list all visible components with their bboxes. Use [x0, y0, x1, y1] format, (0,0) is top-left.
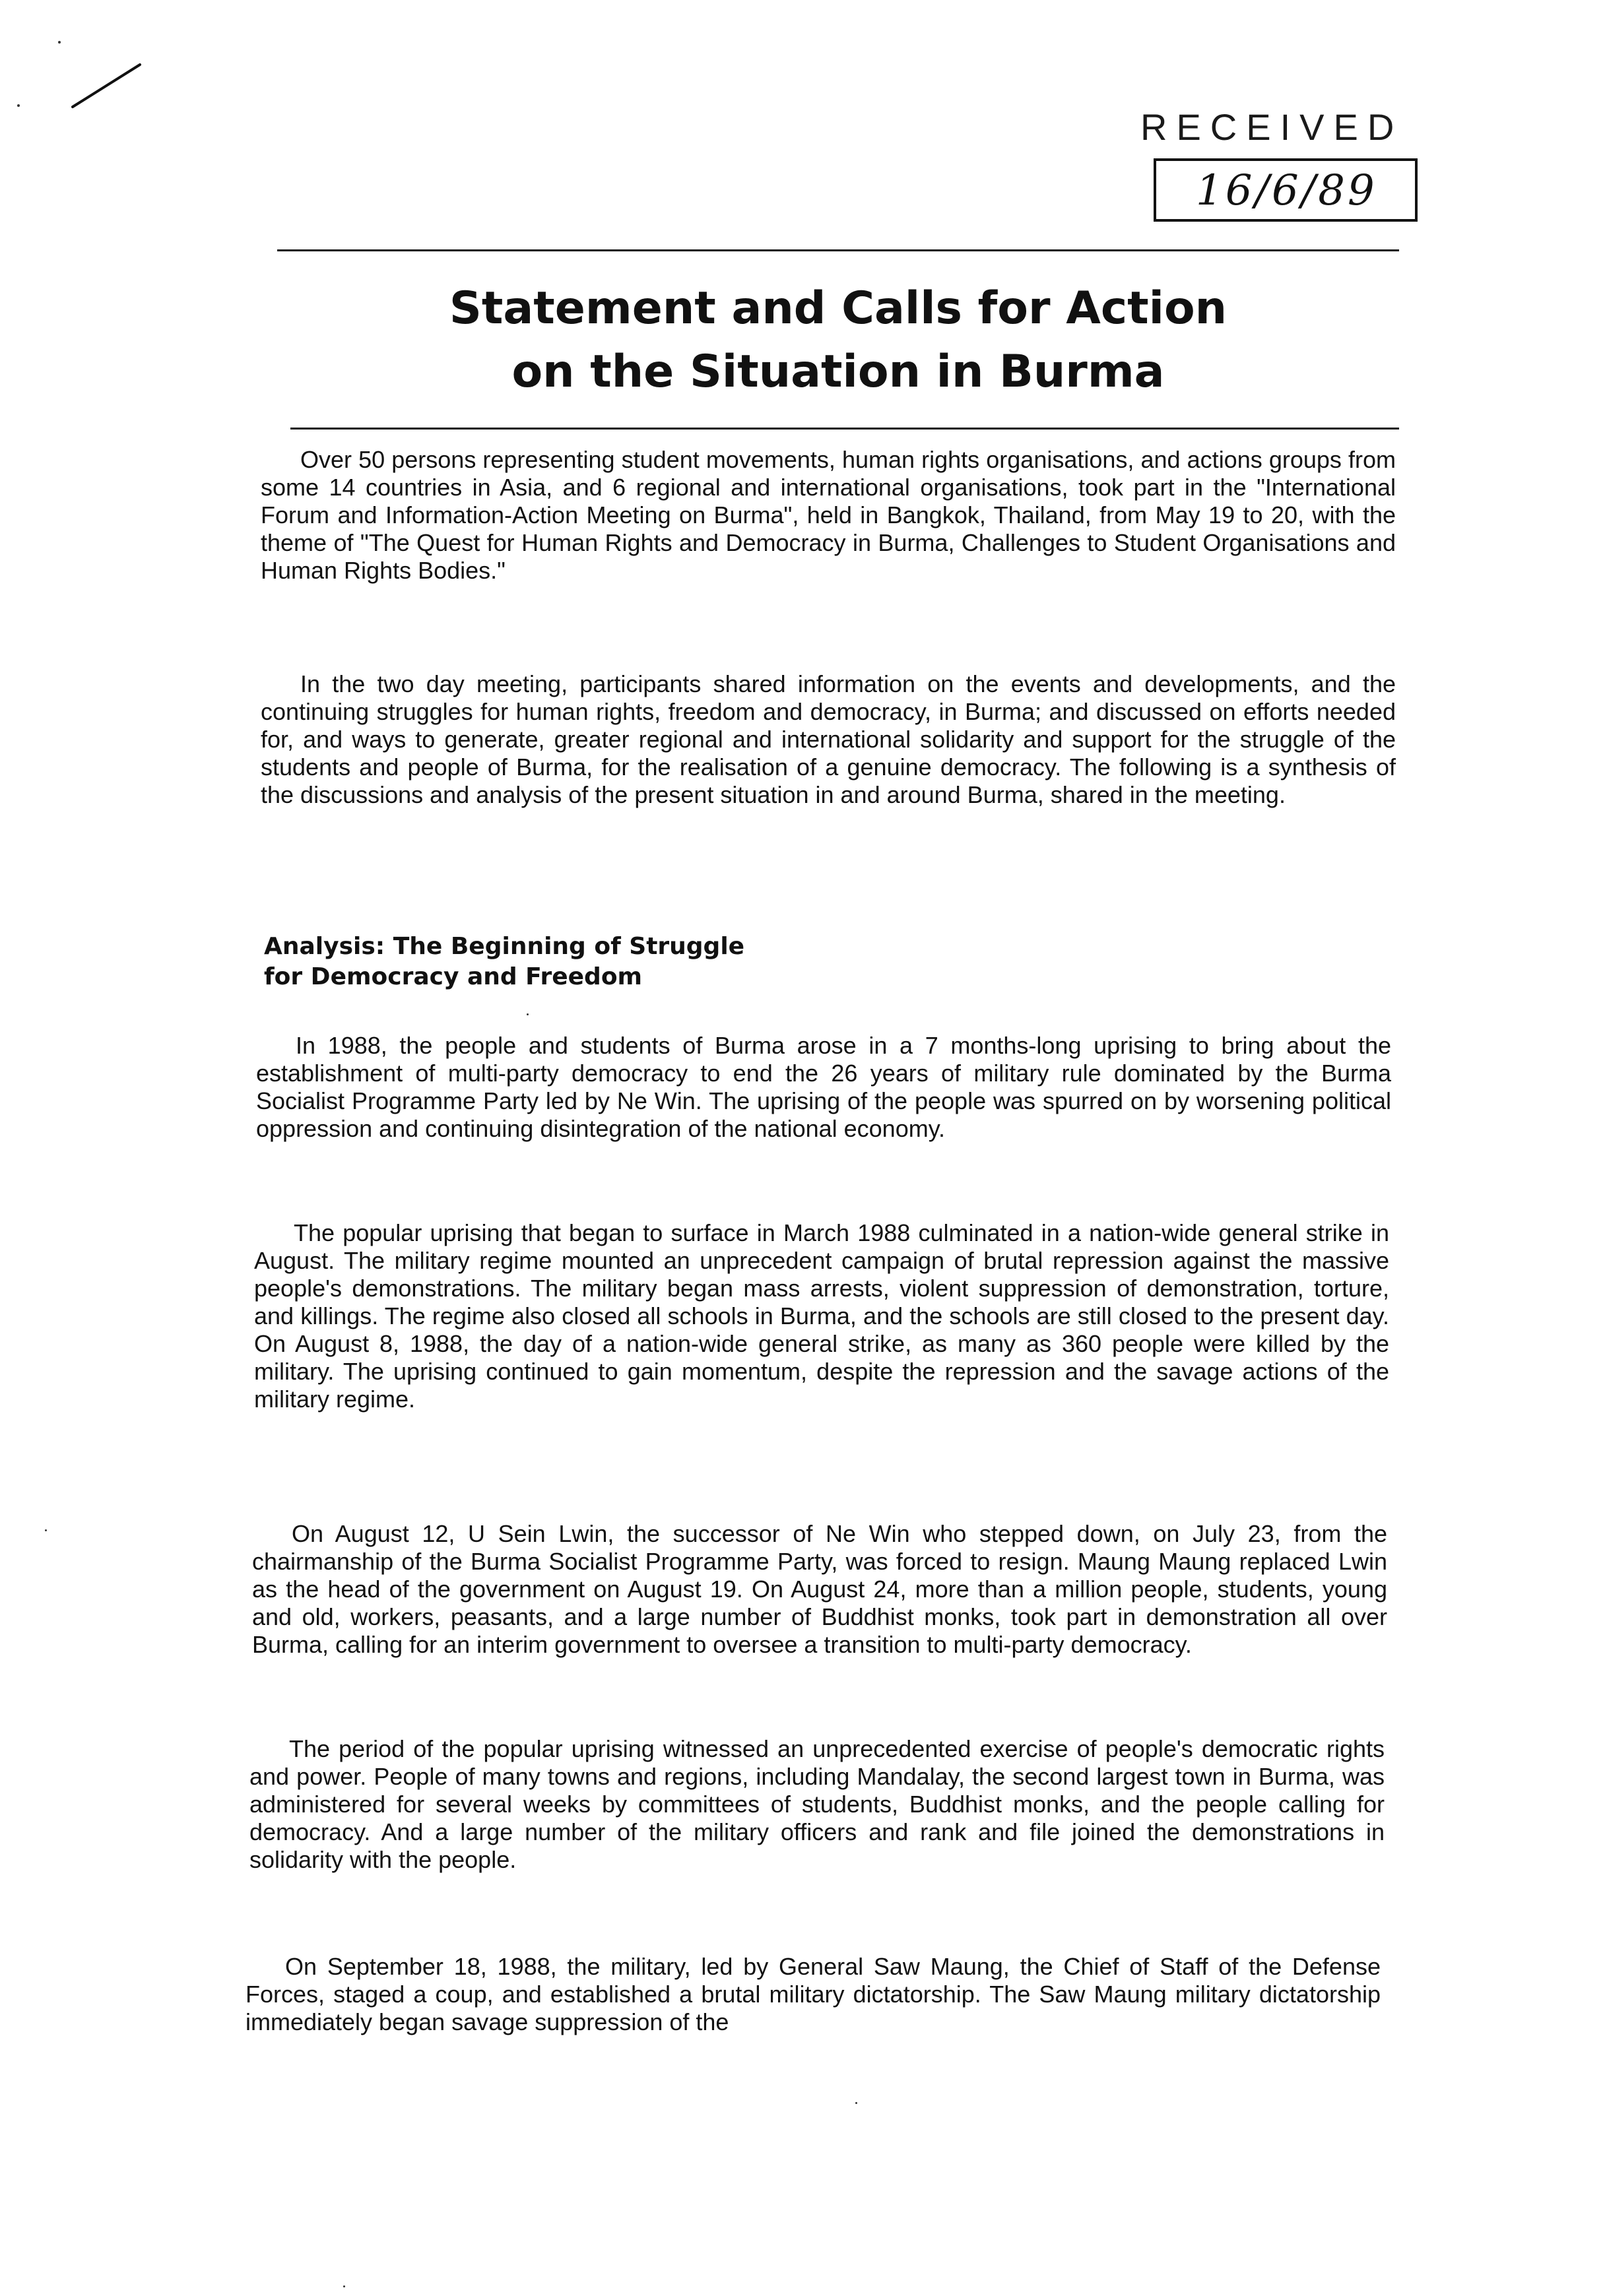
- scan-speck: [527, 1013, 529, 1015]
- document-title: [277, 277, 1399, 404]
- title-bottom-rule: [290, 428, 1399, 430]
- analysis-paragraph-2: The popular uprising that began to surface in March 1988 culminated in a nation-wide general strike in August. The military regime mounted an unprecedent campaign of brutal repression against the massive people's demonstrations. The military began mass arrests, violent suppression of demonstration, torture, and killings. The regime also closed all schools in Burma, and the schools are still closed to the present day. On August 8, 1988, the day of a nation-wide general strike, as many as 360 people were killed by the military. The uprising continued to gain momentum, despite the repression and the savage actions of the military regime.: [254, 1219, 1389, 1413]
- intro-paragraph-2: In the two day meeting, participants shared information on the events and developments, and the continuing struggles for human rights, freedom and democracy, in Burma; and discussed on efforts needed for, and ways to generate, greater regional and international solidarity and support for the struggle of the students and people of Burma, for the realisation of a genuine democracy. The following is a synthesis of the discussions and analysis of the present situation in and around Burma, shared in the meeting.: [261, 670, 1396, 808]
- received-stamp-box: [1154, 158, 1418, 222]
- received-stamp: [1140, 106, 1431, 231]
- received-stamp-date: 16/6/89: [1196, 166, 1377, 215]
- scan-speck: [45, 1529, 47, 1531]
- received-stamp-label: RECEIVED: [1140, 106, 1404, 148]
- scan-speck: [343, 2285, 345, 2287]
- analysis-heading-line-2: for Democracy and Freedom: [264, 963, 643, 990]
- pen-stroke-mark: [66, 59, 145, 112]
- analysis-paragraph-4: The period of the popular uprising witnessed an unprecedented exercise of people's democratic rights and power. People of many towns and regions, including Mandalay, the second largest town in Burma, was administered for several weeks by committees of students, Buddhist monks, and the people calling for democracy. And a large number of the military officers and rank and file joined the demonstrations in solidarity with the people.: [249, 1735, 1385, 1873]
- title-top-rule: [277, 249, 1399, 251]
- analysis-heading: [264, 932, 924, 992]
- intro-paragraph-1: Over 50 persons representing student movements, human rights organisations, and actions groups from some 14 countries in Asia, and 6 regional and international organisations, took part in the "International Forum and Information-Action Meeting on Burma", held in Bangkok, Thailand, from May 19 to 20, with the theme of "The Quest for Human Rights and Democracy in Burma, Challenges to Student Organisations and Human Rights Bodies.": [261, 446, 1396, 584]
- document-title-line-2: on the Situation in Burma: [511, 346, 1165, 398]
- document-title-line-1: Statement and Calls for Action: [449, 282, 1228, 335]
- analysis-paragraph-1: In 1988, the people and students of Burma arose in a 7 months-long uprising to bring about the establishment of multi-party democracy to end the 26 years of military rule dominated by the Burma Socialist Programme Party led by Ne Win. The uprising of the people was spurred on by worsening political oppression and continuing disintegration of the national economy.: [256, 1032, 1391, 1142]
- analysis-paragraph-5: On September 18, 1988, the military, led by General Saw Maung, the Chief of Staff of the Defense Forces, staged a coup, and established a brutal military dictatorship. The Saw Maung military dictatorship immediately began savage suppression of the: [246, 1953, 1381, 2035]
- scan-speck: [855, 2102, 857, 2104]
- analysis-paragraph-3: On August 12, U Sein Lwin, the successor of Ne Win who stepped down, on July 23, from the chairmanship of the Burma Socialist Programme Party, was forced to resign. Maung Maung replaced Lwin as the head of the government on August 19. On August 24, more than a million people, students, young and old, workers, peasants, and a large number of Buddhist monks, took part in demonstration all over Burma, calling for an interim government to oversee a transition to multi-party democracy.: [252, 1520, 1387, 1658]
- analysis-heading-line-1: Analysis: The Beginning of Struggle: [264, 933, 745, 960]
- ink-speck: [17, 104, 20, 107]
- ink-speck: [58, 41, 61, 44]
